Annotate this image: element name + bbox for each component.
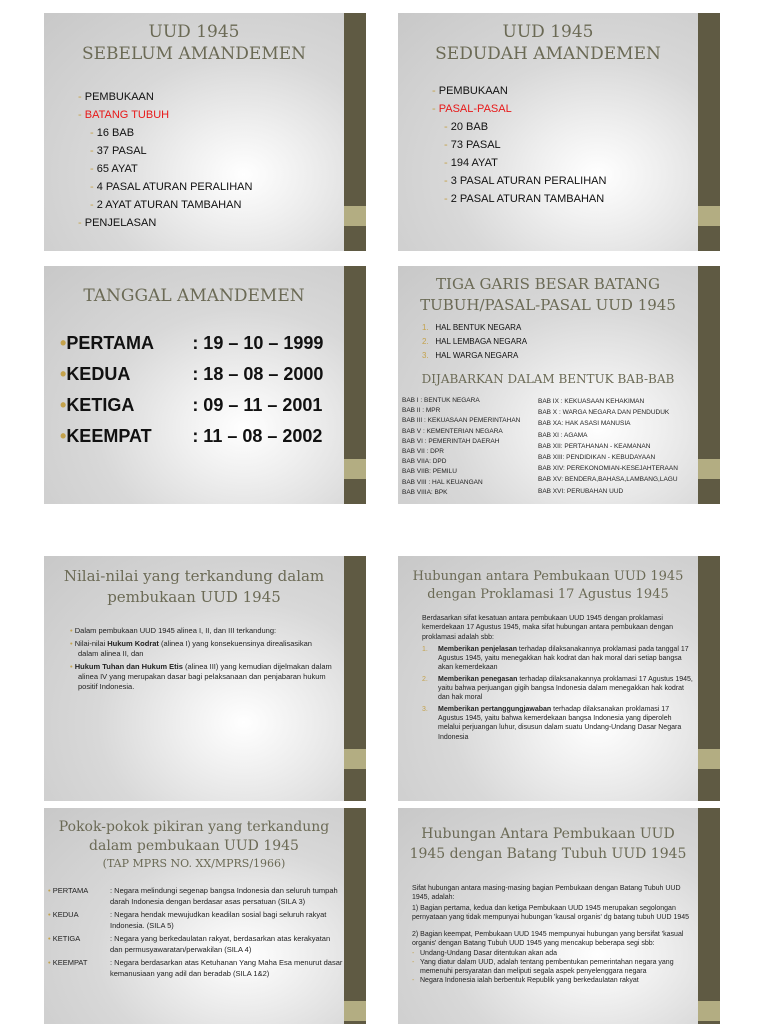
- date-list: [60, 328, 323, 452]
- list-item: •KEDUA : 18 – 08 – 2000: [60, 364, 324, 384]
- slide-title: UUD 1945 SEDUDAH AMANDEMEN: [435, 22, 661, 64]
- bab-list-left: BAB I : BENTUK NEGARA BAB II : MPR BAB III : KEKUASAAN PEMERINTAHAN BAB V : KEMENTERIAN NEGARA BAB VI : PEMERINTAH DAERAH BAB VII : DPR BAB VIIA: DPD BAB VIIB: PEMILU BAB VIII : HAL KEUANGAN BAB VIIIA: BPK: [402, 397, 521, 496]
- list-item: • Dalam pembukaan UUD 1945 alinea I, II, dan III terkandung:: [70, 626, 277, 635]
- list-item: - 20 BAB: [444, 121, 489, 133]
- list-item: • KEEMPAT : Negara berdasarkan atas Ketuhanan Yang Maha Esa menurut dasar kemanusiaan yang adil dan beradab (SILA 1&2): [48, 958, 343, 978]
- list-item: - Yang diatur dalam UUD, adalah tentang pembentukan pemerintahan negara yang memenuhi persyaratan dan meliputi segala aspek penyelenggara negara: [412, 959, 674, 975]
- slide-title: TIGA GARIS BESAR BATANG TUBUH/PASAL-PASAL UUD 1945: [420, 275, 676, 314]
- accent-bar: [344, 556, 366, 801]
- list-item: - 2 PASAL ATURAN TAMBAHAN: [444, 193, 605, 205]
- list-item: •PERTAMA : 19 – 10 – 1999: [60, 333, 324, 353]
- accent-bar: [344, 13, 366, 251]
- slide-hubungan-batang-tubuh: [398, 808, 720, 1024]
- structure-list: [78, 88, 252, 232]
- nilai-body: [70, 626, 334, 692]
- garis-besar-list: [422, 321, 527, 363]
- list-item: 3. HAL WARGA NEGARA: [422, 351, 519, 360]
- slide-title: Hubungan antara Pembukaan UUD 1945 dengan Proklamasi 17 Agustus 1945: [412, 569, 684, 602]
- list-item: 1. HAL BENTUK NEGARA: [422, 323, 522, 332]
- list-item: - 194 AYAT: [444, 157, 498, 169]
- slide-uud-sesudah: [398, 13, 720, 251]
- list-item: - 37 PASAL: [90, 145, 147, 157]
- slide-title: UUD 1945 SEBELUM AMANDEMEN: [81, 22, 307, 64]
- accent-bar: [698, 808, 720, 1024]
- slide-title: Nilai-nilai yang terkandung dalam pembukaan UUD 1945: [63, 567, 325, 606]
- slide-tiga-garis-besar: [398, 266, 720, 504]
- list-item: 2. Memberikan penegasan terhadap dilaksanakannya proklamasi 17 Agustus 1945, yaitu bahwa perjuangan gigih bangsa Indonesia dalam menegakkan hak kodrat dan hak moral: [422, 675, 693, 702]
- accent-bar: [344, 808, 366, 1024]
- slide-subtitle: DIJABARKAN DALAM BENTUK BAB-BAB: [421, 372, 675, 386]
- list-item: - 2 AYAT ATURAN TAMBAHAN: [90, 199, 242, 211]
- slide-tanggal-amandemen: [44, 266, 366, 504]
- slide-title: TANGGAL AMANDEMEN: [83, 286, 305, 306]
- accent-bar: [698, 556, 720, 801]
- list-item: 3. Memberikan pertanggungjawaban terhadap dilaksanakan proklamasi 17 Agustus 1945, yaitu bahwa kemerdekaan bangsa Indonesia yang diperoleh melalui perjuangan luhur, disusun dalam suatu Undang-Undang Dasar Negara Indonesia: [422, 705, 682, 741]
- list-item: - 65 AYAT: [90, 163, 138, 175]
- list-item: 1. Memberikan penjelasan terhadap dilaksanakannya proklamasi pada tanggal 17 Agustus 1945, yaitu menegakkan hak kodrat dan hak moral dari setiap bangsa akan kemerdekaan: [422, 645, 689, 672]
- bab-list-right: BAB IX : KEKUASAAN KEHAKIMAN BAB X : WARGA NEGARA DAN PENDUDUK BAB XA: HAK ASASI MANUSIA BAB XI : AGAMA BAB XII: PERTAHANAN - KEAMANAN BAB XIII: PENDIDIKAN - KEBUDAYAAN BAB XIV: PEREKONOMIAN-KESEJAHTERAAN BAB XV: BENDERA,BAHASA,LAMBANG,LAGU BAB XVI: PERUBAHAN UUD: [538, 398, 678, 495]
- list-item: •KEEMPAT : 11 – 08 – 2002: [60, 426, 323, 446]
- accent-bar: [698, 266, 720, 504]
- slide-pokok-pikiran: [44, 808, 366, 1024]
- list-item: • PERTAMA : Negara melindungi segenap bangsa Indonesia dan seluruh tumpah darah Indonesia dengan berdasar asas persatuan (SILA 3): [48, 886, 338, 906]
- structure-list: [432, 82, 606, 208]
- accent-bar: [344, 266, 366, 504]
- accent-bar: [698, 13, 720, 251]
- list-item: - 3 PASAL ATURAN PERALIHAN: [444, 175, 607, 187]
- list-item: • Nilai-nilai Hukum Kodrat (alinea I) yang konsekuensinya direalisasikan dalam alinea II, dan: [70, 639, 312, 658]
- list-item: • KEDUA : Negara hendak mewujudkan keadilan sosial bagi seluruh rakyat Indonesia. (SILA 5): [48, 910, 327, 930]
- slide-hubungan-proklamasi: [398, 556, 720, 801]
- list-item: - PEMBUKAAN: [432, 85, 508, 97]
- batang-tubuh-body: Sifat hubungan antara masing-masing bagian Pembukaan dengan Batang Tubuh UUD 1945, adalah: 1) Bagian pertama, kedua dan ketiga Pembukaan UUD 1945 merupakan segolongan pernyataan yang tidak mempunyai hubungan 'kausal organis' dg batang tubuh UUD 1945 2) Bagian keempat, Pembukaan UUD 1945 mempunyai hubungan yang bersifat 'kasual organis' dengan Batang Tubuh UUD 1945 yang mencakup beberapa segi sbb: - Undang-Undang Dasar ditentukan akan ada - Yang diatur dalam UUD, adalah tentang pembentukan pemerintahan negara yang memenuhi persyaratan dan meliputi segala aspek penyelenggara negara - Negara Indonesia ialah berbentuk Republik yang berkedaulatan rakyat: [412, 884, 696, 985]
- list-item: - PASAL-PASAL: [432, 103, 512, 115]
- list-item: 2. HAL LEMBAGA NEGARA: [422, 337, 528, 346]
- list-item: - 16 BAB: [90, 127, 135, 139]
- list-item: - PEMBUKAAN: [78, 91, 154, 103]
- list-item: - 73 PASAL: [444, 139, 501, 151]
- list-item: - PENJELASAN: [78, 217, 157, 229]
- list-item: - Negara Indonesia ialah berbentuk Republik yang berkedaulatan rakyat: [412, 977, 639, 984]
- pokok-body: [48, 886, 344, 982]
- hubungan-body: Berdasarkan sifat kesatuan antara pembukaan UUD 1945 dengan proklamasi kemerdekaan 17 Agustus 1945, maka sifat hubungan antara pembukaan dengan proklamasi adalah sbb: 1. Memberikan penjelasan terhadap dilaksanakannya proklamasi pada tanggal 17 Agustus 1945, yaitu menegakkan hak kodrat dan hak moral dari setiap bangsa akan kemerdekaan 2. Memberikan penegasan terhadap dilaksanakannya proklamasi 17 Agustus 1945, yaitu bahwa perjuangan gigih bangsa Indonesia dalam menegakkan hak kodrat dan hak moral 3. Memberikan pertanggungjawaban terhadap dilaksanakan proklamasi 17 Agustus 1945, yaitu bahwa kemerdekaan bangsa Indonesia yang diperoleh melalui perjuangan luhur, disusun dalam suatu Undang-Undang Dasar Negara Indonesia: [422, 615, 693, 741]
- slide-title: Pokok-pokok pikiran yang terkandung dalam pembukaan UUD 1945 (TAP MPRS NO. XX/MPRS/1966): [58, 819, 330, 870]
- slide-uud-sebelum: [44, 13, 366, 251]
- list-item: - 4 PASAL ATURAN PERALIHAN: [90, 181, 253, 193]
- list-item: - BATANG TUBUH: [78, 109, 170, 121]
- slide-nilai-nilai: [44, 556, 366, 801]
- list-item: •KETIGA : 09 – 11 – 2001: [60, 395, 323, 415]
- list-item: - Undang-Undang Dasar ditentukan akan ada: [412, 950, 557, 957]
- list-item: • Hukum Tuhan dan Hukum Etis (alinea III) yang kemudian dijelmakan dalam alinea IV yang merupakan dasar bagi pelaksanaan dan penjabaran hukum positif Indonesia.: [70, 662, 332, 691]
- slide-title: Hubungan Antara Pembukaan UUD 1945 dengan Batang Tubuh UUD 1945: [409, 826, 687, 862]
- list-item: • KETIGA : Negara yang berkedaulatan rakyat, berdasarkan atas kerakyatan dan permusyawaratan/perwakilan (SILA 4): [48, 934, 331, 954]
